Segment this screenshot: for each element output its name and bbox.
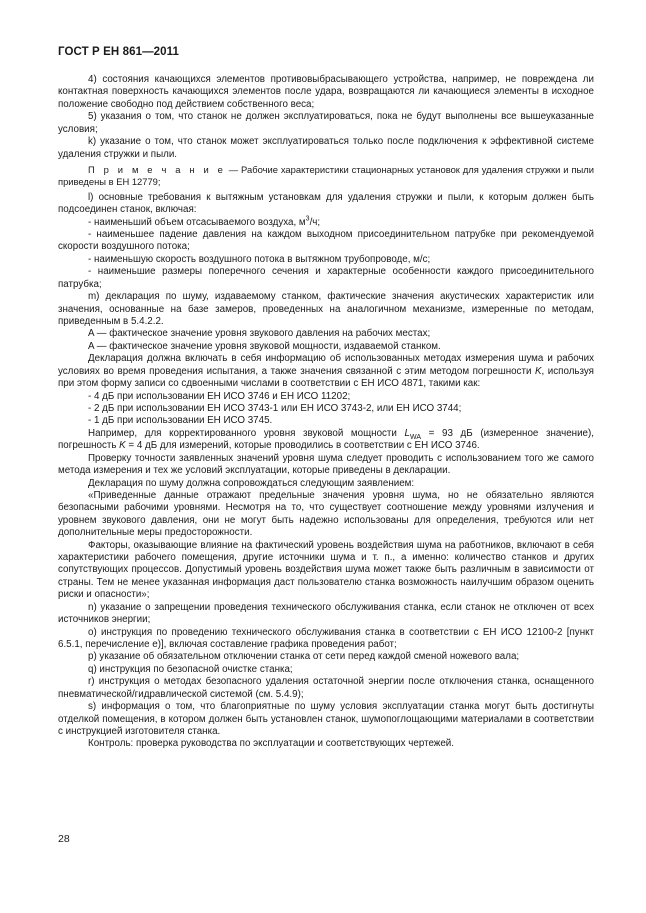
paragraph: Декларация по шуму должна сопровождаться следующим заявлением:: [88, 477, 415, 489]
paragraph: q) инструкция по безопасной очистке станка;: [88, 663, 293, 675]
paragraph: Контроль: проверка руководства по эксплуатации и соответствующих чертежей.: [88, 738, 454, 750]
paragraph: s) информация о том, что благоприятные по шуму условия эксплуатации станка могут быть достигнуты отделкой помещения, в котором должен быть установлен станок, шумопоглощающими материалами в соответствии с инструкцией изготовителя станка.: [58, 701, 594, 737]
paragraph: 5) указания о том, что станок не должен эксплуатироваться, пока не будут выполнены все вышеуказанные условия;: [58, 111, 594, 135]
paragraph: o) инструкция по проведению технического обслуживания станка в соответствии с ЕН ИСО 12100-2 [пункт 6.5.1, перечисление e)], включая составление графика проведения работ;: [58, 626, 594, 650]
paragraph: - 1 дБ при использовании ЕН ИСО 3745.: [88, 415, 273, 427]
paragraph: k) указание о том, что станок может эксплуатироваться только после подключения к эффективной системе удаления стружки и пыли.: [58, 136, 594, 160]
paragraph: l) основные требования к вытяжным установкам для удаления стружки и пыли, к которым должен быть подсоединен станок, включая:: [58, 191, 594, 216]
paragraph: p) указание об обязательном отключении станка от сети перед каждой сменой ножевого вала;: [88, 651, 520, 663]
page-number: 28: [58, 833, 70, 845]
paragraph: Проверку точности заявленных значений уровня шума следует проводить с использованием того же самого метода измерения и тех же условий эксплуатации, которые приведены в декларации.: [58, 452, 594, 477]
document-body: [58, 74, 594, 751]
note-label: П р и м е ч а н и е: [88, 163, 226, 175]
paragraph: - наименьшее падение давления на каждом выходном присоединительном патрубке при рекомендуемой скорости воздушного потока;: [58, 229, 594, 253]
paragraph: 4) состояния качающихся элементов противовыбрасывающего устройства, например, не повреждена ли контактная поверхность качающихся элементов после удара, возвращаются ли качающиеся элементы в исходное положение свободно под действием собственного веса;: [58, 74, 594, 110]
paragraph: m) декларация по шуму, издаваемому станком, фактические значения акустических характеристик или значения, основанные на базе замеров, проведенных на аналогичном механизме, измеренные по методам, приведенным в 5.4.2.2.: [58, 291, 594, 328]
paragraph: Декларация должна включать в себя информацию об использованных методах измерения шума и рабочих условиях во время проведения испытания, а также значения связанной с этим методом погрешности K, используя при этом форму записи со сдвоенными числами в соответствии с ЕН ИСО 4871, такими как:: [58, 353, 594, 390]
paragraph: Например, для корректированного уровня звуковой мощности $L_{WA} = 93$ дБ (измеренное значение), погрешность K = 4 дБ для измерений, которые проводились в соответствии с ЕН ИСО 3746.: [58, 427, 594, 452]
paragraph: n) указание о запрещении проведения технического обслуживания станка, если станок не отключен от всех источников энергии;: [58, 601, 594, 626]
paragraph: r) инструкция о методах безопасного удаления остаточной энергии после отключения станка, оснащенного пневматической/гидравлической системой (см. 5.4.9);: [58, 676, 594, 700]
paragraph: - наименьшую скорость воздушного потока в вытяжном трубопроводе, м/с;: [88, 253, 431, 265]
page-header: ГОСТ Р ЕН 861—2011: [58, 46, 180, 58]
paragraph: A — фактическое значение уровня звуковой мощности, издаваемой станком.: [88, 340, 441, 352]
paragraph: - 4 дБ при использовании ЕН ИСО 3746 и ЕН ИСО 11202;: [88, 390, 351, 402]
paragraph: - наименьший объем отсасываемого воздуха, $м^3/ч$;: [88, 215, 321, 228]
note-text: — Рабочие характеристики стационарных установок для удаления стружки и пыли приведены в ЕН 12779;: [58, 163, 594, 188]
paragraph: - 2 дБ при использовании ЕН ИСО 3743-1 или ЕН ИСО 3743-2, или ЕН ИСО 3744;: [88, 402, 462, 414]
note: [58, 164, 594, 189]
paragraph: «Приведенные данные отражают предельные значения уровня шума, но не обязательно являются безопасными рабочими уровнями. Несмотря на то, что существует соотношение между уровнями излучения и уровнем звукового давления, они не могут быть надежно использованы для определения, требуются или нет дополнительные меры предосторожности.: [58, 489, 594, 539]
paragraph: A — фактическое значение уровня звукового давления на рабочих местах;: [88, 328, 431, 340]
paragraph: Факторы, оказывающие влияние на фактический уровень воздействия шума на работников, включают в себя характеристики рабочего помещения, другие источники шума и т. п., а именно: количество станков и других сопутствующих процессов. Допустимый уровень воздействия шума может также быть различным в зависимости от страны. Тем не менее указанная информация даст пользователю станка возможность наилучшим образом оценить риски и опасности»;: [58, 539, 594, 601]
paragraph: - наименьшие размеры поперечного сечения и характерные особенности каждого присоединительного патрубка;: [58, 266, 594, 290]
